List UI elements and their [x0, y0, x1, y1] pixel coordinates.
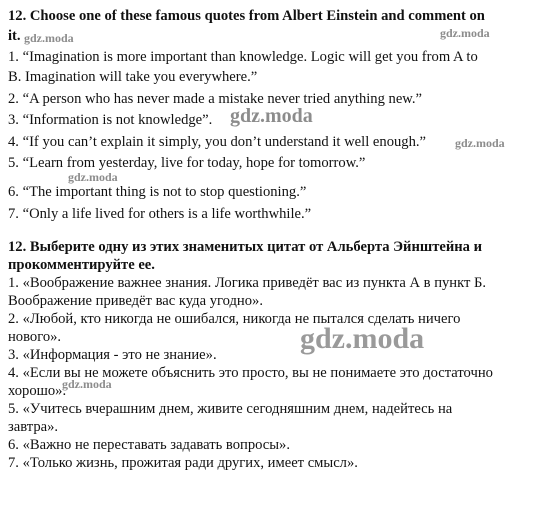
english-quote2: 2. “A person who has never made a mistake never tried anything new.” [8, 91, 423, 107]
russian-quote1-line2: Воображение приведёт вас куда угодно». [8, 293, 263, 309]
russian-heading-line2: прокомментируйте ее. [8, 257, 155, 273]
english-heading-line2: it. [8, 28, 21, 44]
english-quote6: 6. “The important thing is not to stop questioning.” [8, 184, 307, 200]
russian-quote4-line2: хорошо». [8, 383, 67, 399]
english-quote3: 3. “Information is not knowledge”. [8, 112, 213, 128]
russian-quote1-line1: 1. «Воображение важнее знания. Логика приведёт вас из пункта А в пункт Б. [8, 275, 487, 291]
russian-quote7: 7. «Только жизнь, прожитая ради других, имеет смысл». [8, 455, 358, 471]
english-quote5: 5. “Learn from yesterday, live for today, hope for tomorrow.” [8, 155, 366, 171]
english-heading-line1: 12. Choose one of these famous quotes from Albert Einstein and comment on [8, 8, 485, 24]
watermark: gdz.moda [300, 322, 425, 355]
russian-quote5-line2: завтра». [8, 419, 59, 435]
watermark: gdz.moda [455, 136, 505, 150]
watermark: gdz.moda [24, 31, 74, 45]
russian-quote2-line1: 2. «Любой, кто никогда не ошибался, никогда не пытался сделать ничего [8, 311, 461, 327]
russian-quote5-line1: 5. «Учитесь вчерашним днем, живите сегодняшним днем, надейтесь на [8, 401, 453, 417]
watermark: gdz.moda [68, 170, 118, 184]
watermark: gdz.moda [62, 377, 112, 391]
russian-heading-line1: 12. Выберите одну из этих знаменитых цитат от Альберта Эйнштейна и [8, 239, 483, 255]
english-quote1-line2: B. Imagination will take you everywhere.” [8, 69, 258, 85]
english-quote1-line1: 1. “Imagination is more important than knowledge. Logic will get you from A to [8, 49, 478, 65]
russian-quote4-line1: 4. «Если вы не можете объяснить это просто, вы не понимаете это достаточно [8, 365, 493, 381]
russian-quote2-line2: нового». [8, 329, 62, 345]
english-quote4: 4. “If you can’t explain it simply, you don’t understand it well enough.” [8, 134, 427, 150]
english-quote7: 7. “Only a life lived for others is a life worthwhile.” [8, 206, 312, 222]
watermark: gdz.moda [440, 26, 490, 40]
russian-quote3: 3. «Информация - это не знание». [8, 347, 217, 363]
russian-quote6: 6. «Важно не переставать задавать вопросы». [8, 437, 290, 453]
watermark: gdz.moda [230, 105, 313, 127]
